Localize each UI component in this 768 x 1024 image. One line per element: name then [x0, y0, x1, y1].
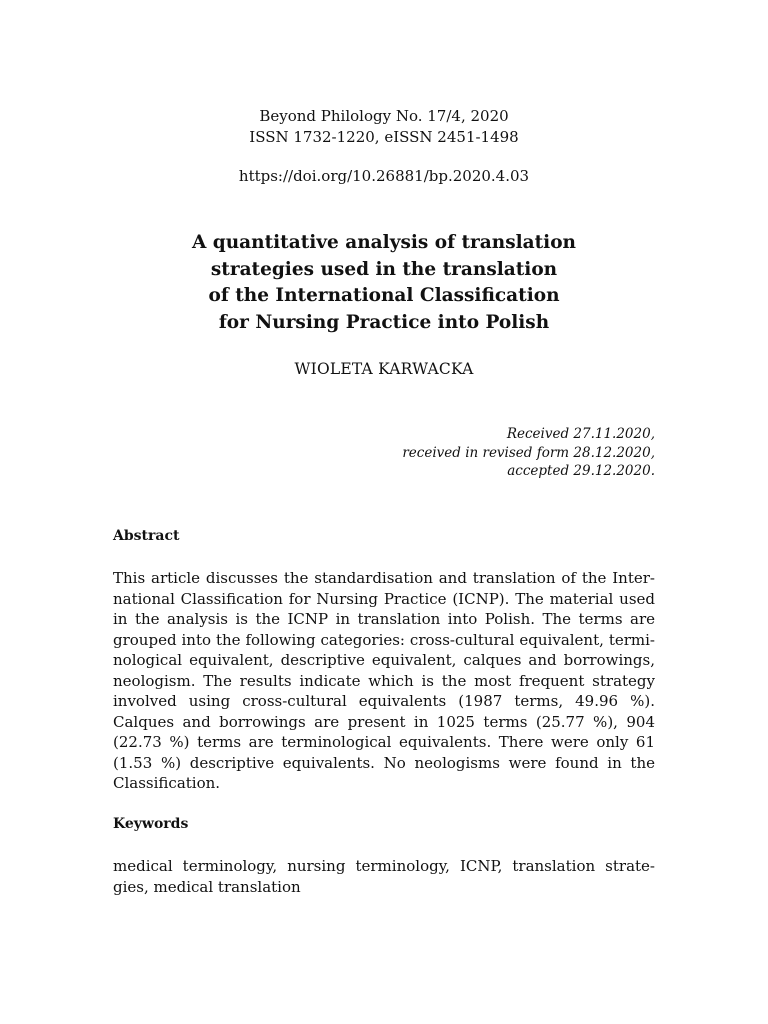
abstract-line: grouped into the following categories: cross-cultural equivalent, termi-	[113, 630, 655, 649]
abstract-line: neologism. The results indicate which is the most frequent strategy	[113, 671, 655, 690]
keywords-heading: Keywords	[113, 816, 189, 832]
doi-link[interactable]: https://doi.org/10.26881/bp.2020.4.03	[238, 167, 530, 185]
journal-issn: ISSN 1732-1220, eISSN 2451-1498	[249, 128, 519, 146]
abstract-line: in the analysis is the ICNP in translation into Polish. The terms are	[113, 610, 655, 628]
abstract-line: involved using cross-cultural equivalents (1987 terms, 49.96 %).	[113, 692, 655, 710]
abstract-text	[113, 568, 655, 794]
abstract-line: (22.73 %) terms are terminological equivalents. There were only 61	[113, 733, 655, 751]
keywords-line: gies, medical translation	[113, 877, 301, 896]
abstract-line: This article discusses the standardisation and translation of the Inter-	[113, 569, 655, 587]
keywords-line: medical terminology, nursing terminology, ICNP, translation strate-	[113, 857, 655, 875]
journal-info	[0, 106, 768, 148]
received-date: Received 27.11.2020,	[506, 426, 655, 442]
article-title	[0, 230, 768, 336]
journal-issue: Beyond Philology No. 17/4, 2020	[259, 107, 509, 125]
title-line: strategies used in the translation	[210, 258, 558, 280]
abstract-heading: Abstract	[113, 528, 180, 544]
abstract-line: Classification.	[113, 774, 221, 792]
publication-dates	[402, 425, 655, 481]
keywords-text	[113, 856, 655, 897]
abstract-line: national Classification for Nursing Practice (ICNP). The material used	[113, 589, 655, 608]
abstract-line: Calques and borrowings are present in 1025 terms (25.77 %), 904	[113, 712, 655, 731]
abstract-line: nological equivalent, descriptive equivalent, calques and borrowings,	[113, 651, 655, 669]
author-name: WIOLETA KARWACKA	[294, 360, 474, 378]
title-line: for Nursing Practice into Polish	[218, 311, 550, 333]
accepted-date: accepted 29.12.2020.	[507, 463, 655, 479]
title-line: A quantitative analysis of translation	[191, 232, 577, 253]
title-line: of the International Classification	[208, 285, 560, 306]
revised-date: received in revised form 28.12.2020,	[402, 444, 655, 461]
abstract-line: (1.53 %) descriptive equivalents. No neologisms were found in the	[113, 753, 655, 772]
